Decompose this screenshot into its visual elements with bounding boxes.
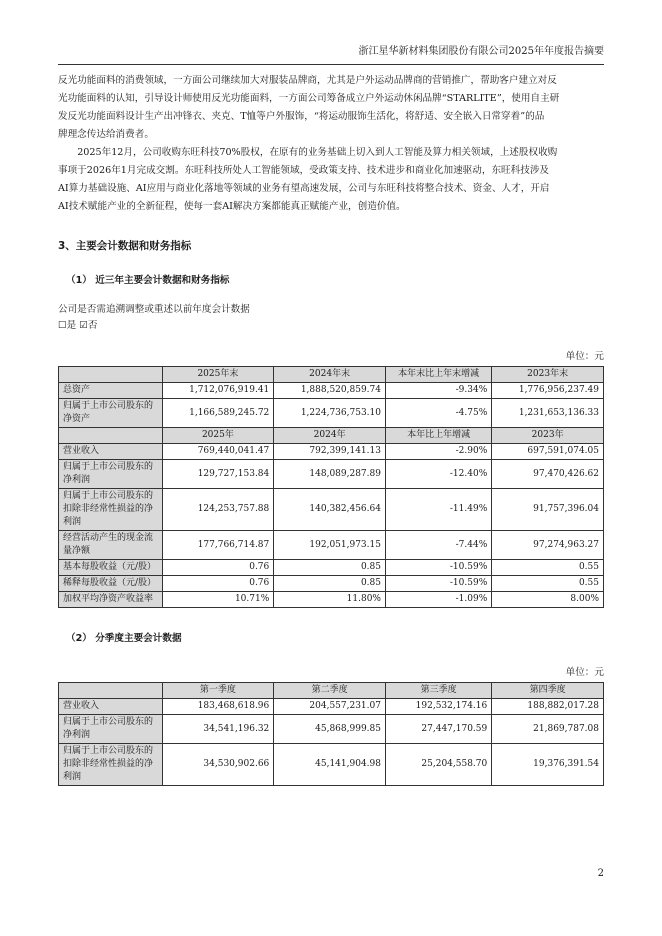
column-header	[59, 428, 163, 444]
cell-value: 0.85	[274, 576, 386, 592]
cell-value: 0.55	[492, 560, 604, 576]
cell-value: 27,447,170.59	[385, 715, 491, 744]
page-content	[58, 72, 604, 786]
cell-value: 1,224,736,753.10	[274, 399, 386, 428]
table-header-row	[59, 428, 604, 444]
row-label: 稀释每股收益（元/股）	[59, 576, 163, 592]
cell-value: 8.00%	[492, 592, 604, 608]
cell-value: 21,869,787.08	[492, 715, 604, 744]
paragraph-line: 光功能面料的认知，引导设计师使用反光功能面料，一方面公司筹备成立户外运动休闲品牌“STARLITE”，使用自主研	[58, 93, 560, 104]
row-label: 总资产	[59, 383, 163, 399]
column-header: 2025年末	[162, 367, 274, 383]
column-header: 第三季度	[385, 683, 491, 699]
quarterly-data-table	[58, 682, 604, 786]
column-header: 2023年	[492, 428, 604, 444]
cell-value: 177,766,714.87	[162, 531, 274, 560]
cell-value: 45,868,999.85	[274, 715, 386, 744]
table-row	[59, 576, 604, 592]
table-row	[59, 699, 604, 715]
table-row	[59, 489, 604, 531]
cell-value: 129,727,153.84	[162, 460, 274, 489]
cell-value: 192,532,174.16	[385, 699, 491, 715]
cell-value: 140,382,456.64	[274, 489, 386, 531]
cell-value: 10.71%	[162, 592, 274, 608]
table-row	[59, 560, 604, 576]
row-label: 营业收入	[59, 699, 163, 715]
cell-value: -9.34%	[385, 383, 491, 399]
table-row	[59, 444, 604, 460]
page-header	[58, 44, 604, 65]
cell-value: 697,591,074.05	[492, 444, 604, 460]
cell-value: 34,530,902.66	[162, 744, 274, 786]
row-label: 归属于上市公司股东的净利润	[59, 460, 163, 489]
paragraph-line: 牌理念传达给消费者。	[58, 129, 154, 140]
cell-value: 792,399,141.13	[274, 444, 386, 460]
column-header	[59, 367, 163, 383]
unit-label: 单位：元	[565, 351, 604, 362]
column-header: 2023年末	[492, 367, 604, 383]
subsection-title: （1） 近三年主要会计数据和财务指标	[66, 275, 230, 286]
column-header: 2024年	[274, 428, 386, 444]
cell-value: -1.09%	[385, 592, 491, 608]
cell-value: 1,776,956,237.49	[492, 383, 604, 399]
cell-value: -12.40%	[385, 460, 491, 489]
cell-value: 91,757,396.04	[492, 489, 604, 531]
cell-value: 34,541,196.32	[162, 715, 274, 744]
column-header	[59, 683, 163, 699]
cell-value: 192,051,973.15	[274, 531, 386, 560]
cell-value: 11.80%	[274, 592, 386, 608]
cell-value: -10.59%	[385, 576, 491, 592]
row-label: 归属于上市公司股东的扣除非经常性损益的净利润	[59, 744, 163, 786]
column-header: 第一季度	[162, 683, 274, 699]
table-header-row	[59, 367, 604, 383]
page-number: 2	[597, 868, 604, 879]
column-header: 本年比上年增减	[385, 428, 491, 444]
restate-answer: ☐是 ☑否	[58, 320, 98, 331]
subsection-title: （2） 分季度主要会计数据	[66, 633, 182, 644]
cell-value: 188,882,017.28	[492, 699, 604, 715]
cell-value: -2.90%	[385, 444, 491, 460]
restate-question: 公司是否需追溯调整或重述以前年度会计数据	[58, 304, 250, 315]
paragraph-line: 发反光功能面料设计生产出冲锋衣、夹克、T恤等户外服饰，“将运动服饰生活化，将舒适、安全嵌入日常穿着”的品	[58, 111, 545, 122]
column-header: 第二季度	[274, 683, 386, 699]
cell-value: 0.76	[162, 560, 274, 576]
cell-value: 124,253,757.88	[162, 489, 274, 531]
paragraph-line: 事项于2026年1月完成交割。东旺科技所处人工智能领域，受政策支持、技术进步和商业化加速驱动，东旺科技涉及	[58, 165, 550, 176]
table-row	[59, 715, 604, 744]
annual-data-table	[58, 366, 604, 608]
row-label: 基本每股收益（元/股）	[59, 560, 163, 576]
table-header-row	[59, 683, 604, 699]
cell-value: -11.49%	[385, 489, 491, 531]
cell-value: 19,376,391.54	[492, 744, 604, 786]
paragraph-line: 2025年12月，公司收购东旺科技70%股权，在原有的业务基础上切入到人工智能及算力相关领域，上述股权收购	[77, 147, 558, 158]
table-row	[59, 592, 604, 608]
cell-value: 1,712,076,919.41	[162, 383, 274, 399]
paragraph-line: 反光功能面料的消费领域，一方面公司继续加大对服装品牌商，尤其是户外运动品牌商的营销推广，帮助客户建立对反	[58, 75, 557, 86]
column-header: 本年末比上年末增减	[385, 367, 491, 383]
row-label: 归属于上市公司股东的净资产	[59, 399, 163, 428]
cell-value: 0.85	[274, 560, 386, 576]
cell-value: 25,204,558.70	[385, 744, 491, 786]
table-row	[59, 531, 604, 560]
row-label: 归属于上市公司股东的净利润	[59, 715, 163, 744]
unit-label: 单位：元	[565, 667, 604, 678]
column-header: 2024年末	[274, 367, 386, 383]
cell-value: 45,141,904.98	[274, 744, 386, 786]
table-row	[59, 744, 604, 786]
table-row	[59, 399, 604, 428]
cell-value: -10.59%	[385, 560, 491, 576]
cell-value: 769,440,041.47	[162, 444, 274, 460]
paragraph-line: AI技术赋能产业的全新征程，使每一套AI解决方案都能真正赋能产业，创造价值。	[58, 201, 406, 212]
cell-value: 183,468,618.96	[162, 699, 274, 715]
cell-value: 0.76	[162, 576, 274, 592]
row-label: 归属于上市公司股东的扣除非经常性损益的净利润	[59, 489, 163, 531]
paragraph-line: AI算力基础设施、AI应用与商业化落地等领域的业务有望高速发展，公司与东旺科技将整合技术、资金、人才，开启	[58, 183, 550, 194]
cell-value: 1,888,520,859.74	[274, 383, 386, 399]
table-row	[59, 383, 604, 399]
section-title: 3、主要会计数据和财务指标	[58, 240, 192, 252]
table-row	[59, 460, 604, 489]
cell-value: 148,089,287.89	[274, 460, 386, 489]
row-label: 加权平均净资产收益率	[59, 592, 163, 608]
row-label: 营业收入	[59, 444, 163, 460]
report-title: 浙江星华新材料集团股份有限公司2025年年度报告摘要	[358, 46, 604, 57]
cell-value: -7.44%	[385, 531, 491, 560]
row-label: 经营活动产生的现金流量净额	[59, 531, 163, 560]
cell-value: 0.55	[492, 576, 604, 592]
cell-value: 97,274,963.27	[492, 531, 604, 560]
cell-value: 1,231,653,136.33	[492, 399, 604, 428]
column-header: 第四季度	[492, 683, 604, 699]
cell-value: -4.75%	[385, 399, 491, 428]
cell-value: 204,557,231.07	[274, 699, 386, 715]
column-header: 2025年	[162, 428, 274, 444]
cell-value: 97,470,426.62	[492, 460, 604, 489]
cell-value: 1,166,589,245.72	[162, 399, 274, 428]
